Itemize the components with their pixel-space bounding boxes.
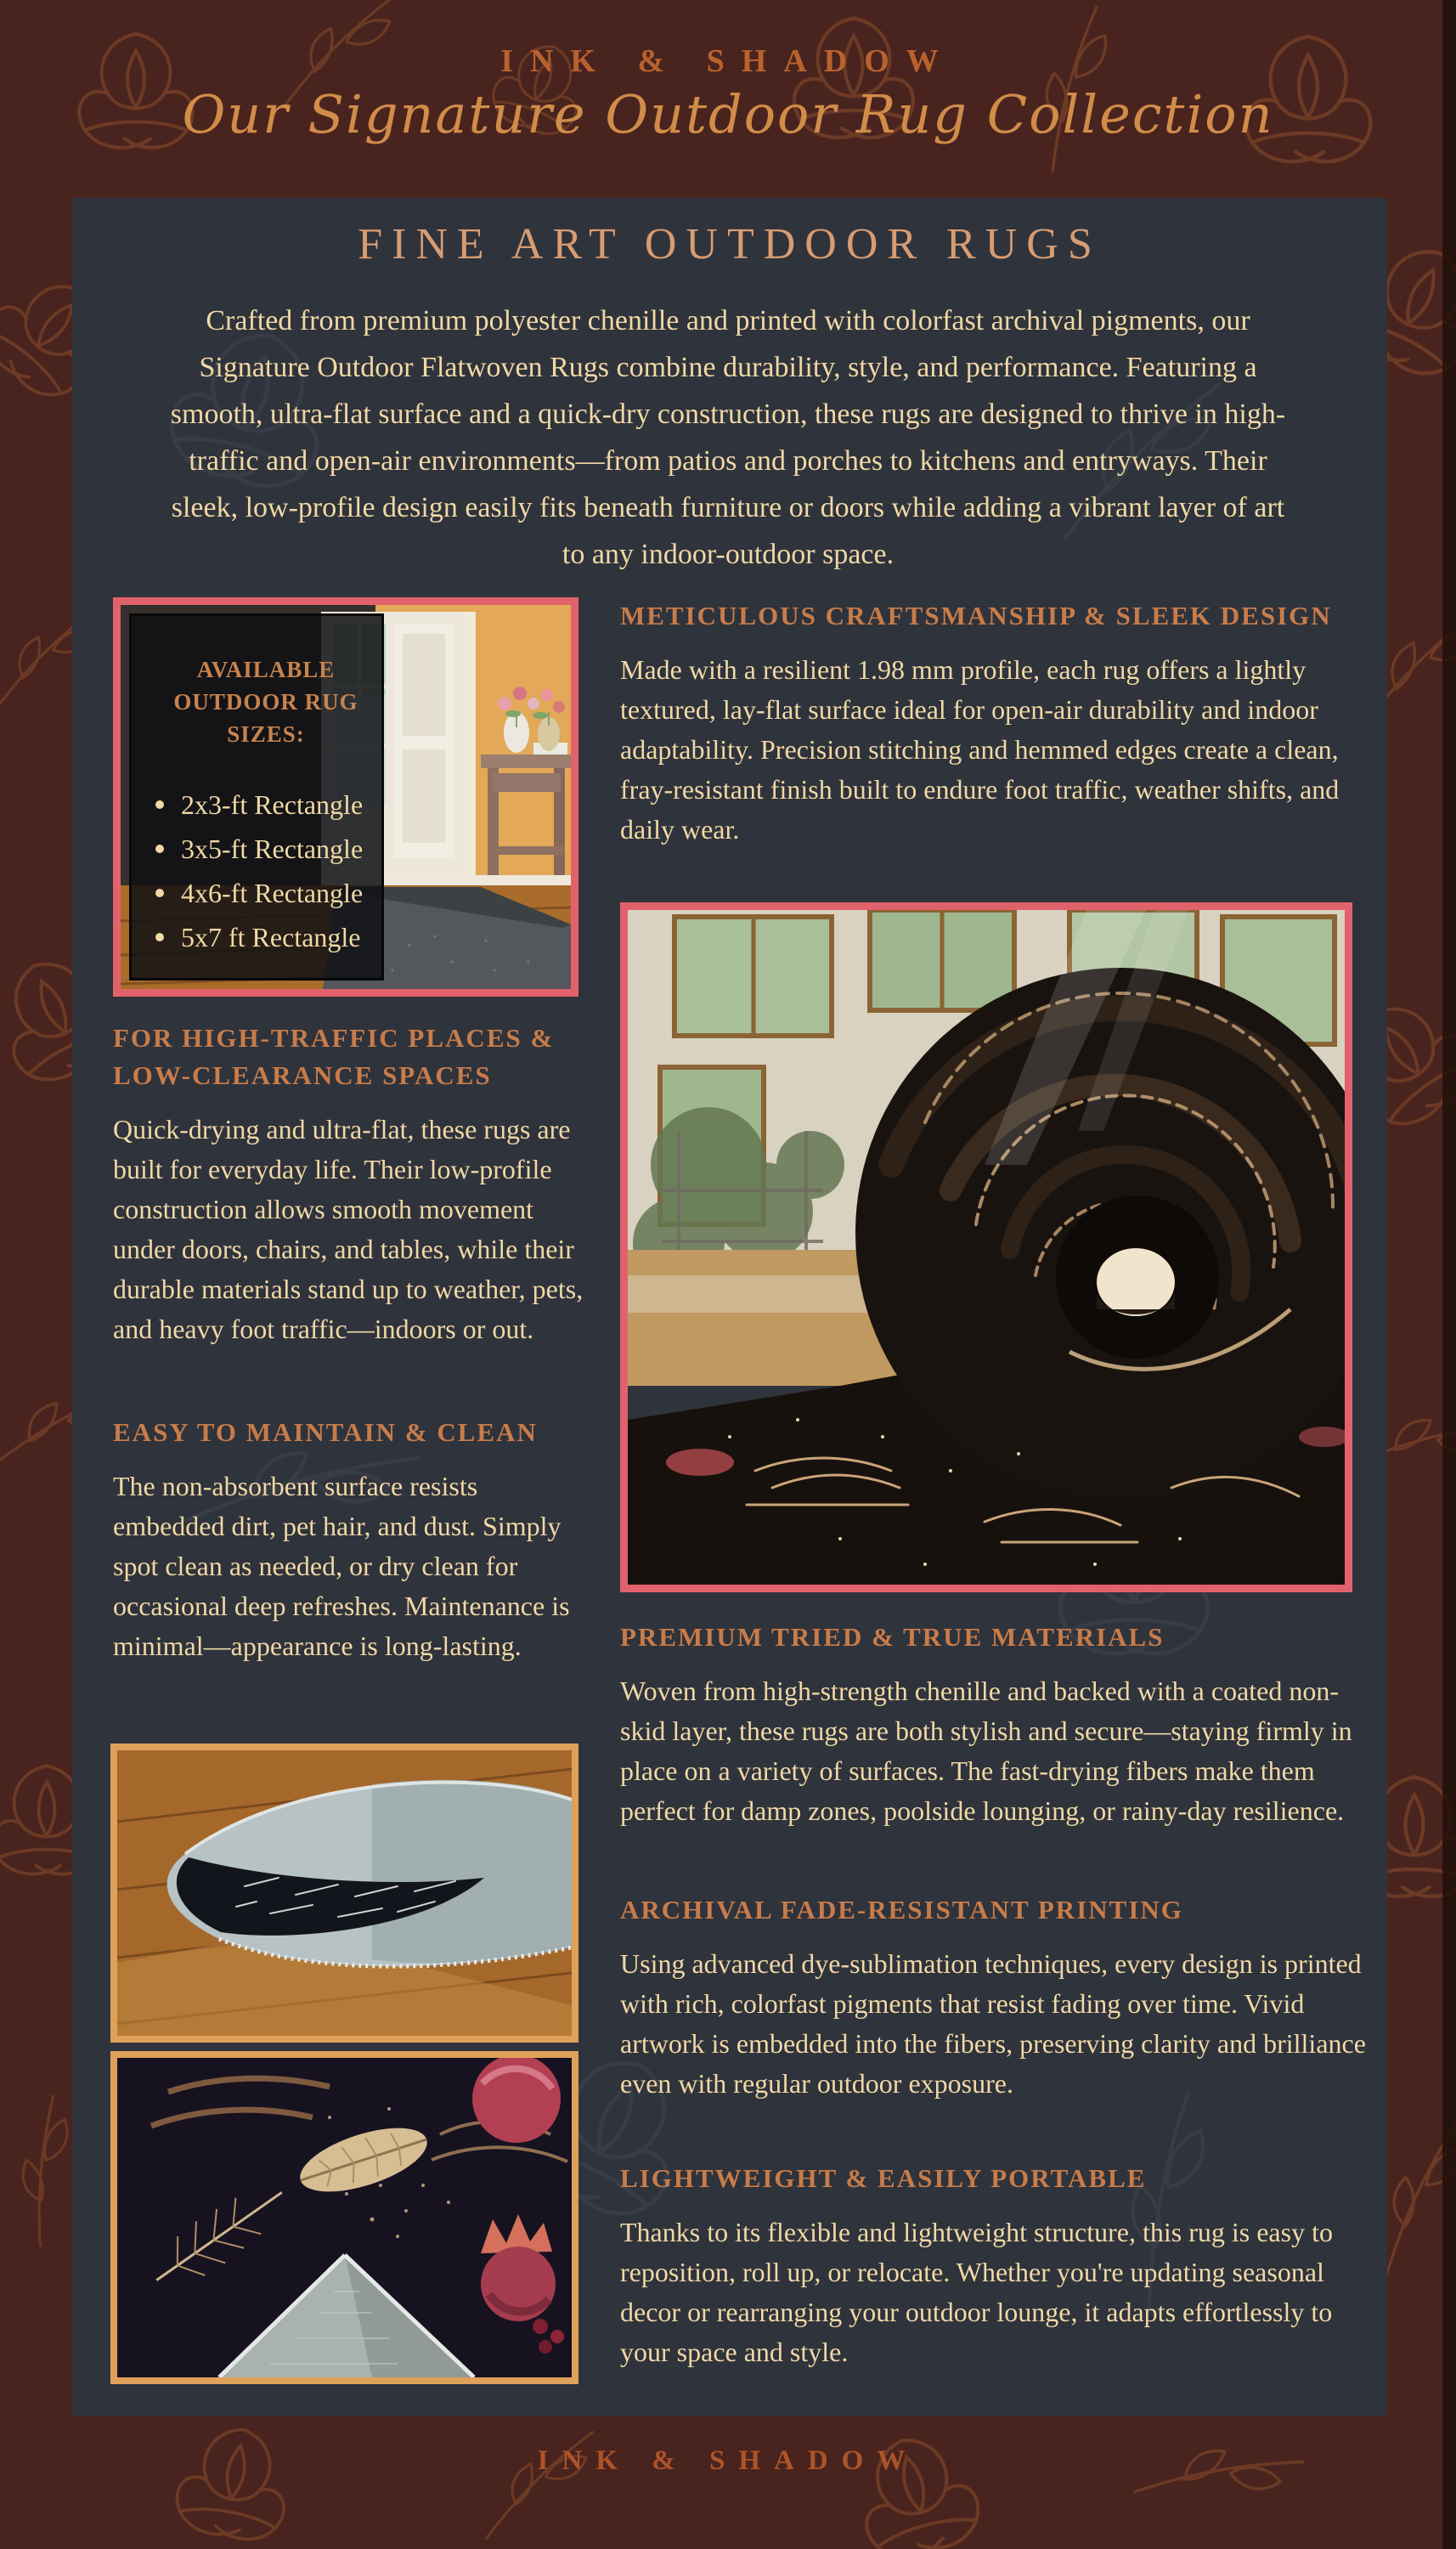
section-portable bbox=[620, 2160, 1368, 2372]
section-body: Thanks to its flexible and lightweight structure, this rug is easy to reposition, roll up, or relocate. Whether you're updating seasonal decor or rearranging your outdoor lounge, it adapts effortlessly to your space and style. bbox=[620, 2217, 1333, 2367]
section-heading: PREMIUM TRIED & TRUE MATERIALS bbox=[620, 1622, 1165, 1652]
brand-tagline: Our Signature Outdoor Rug Collection bbox=[182, 83, 1274, 145]
page-title: FINE ART OUTDOOR RUGS bbox=[358, 220, 1102, 268]
rolled-rug-photo-frame bbox=[620, 902, 1352, 1592]
bullet-dot-icon bbox=[155, 933, 164, 941]
footer-brand: INK & SHADOW bbox=[537, 2445, 919, 2476]
folded-rug-photo-frame bbox=[110, 1744, 578, 2043]
section-body: Quick-drying and ultra-flat, these rugs are built for everyday life. Their low-profile construction allows smooth movement under doors, chairs, and tables, while their durable materials stand up to weather, pets, and heavy foot traffic—indoors or out. bbox=[113, 1114, 584, 1344]
bullet-dot-icon bbox=[155, 800, 164, 809]
right-edge-shadow bbox=[1442, 0, 1456, 2549]
folded-rug-photo bbox=[117, 1750, 572, 2036]
section-heading: LIGHTWEIGHT & EASILY PORTABLE bbox=[620, 2163, 1147, 2193]
sizes-heading: AVAILABLE OUTDOOR RUG SIZES: bbox=[173, 657, 358, 747]
size-item-label: 5x7 ft Rectangle bbox=[181, 922, 361, 952]
size-item bbox=[155, 827, 381, 871]
bullet-dot-icon bbox=[155, 889, 164, 897]
rug-corner-photo bbox=[117, 2058, 572, 2377]
size-item bbox=[155, 783, 381, 827]
section-body: The non-absorbent surface resists embedded dirt, pet hair, and dust. Simply spot clean as needed, or dry clean for occasional deep refreshes. Maintenance is minimal—appearance is long-lasting. bbox=[113, 1471, 570, 1661]
rolled-rug-photo bbox=[628, 910, 1345, 1585]
section-body: Using advanced dye-sublimation techniques, every design is printed with rich, colorfast pigments that resist fading over time. Vivid artwork is embedded into the fibers, preserving clarity and brilliance even with regular outdoor exposure. bbox=[620, 1948, 1366, 2099]
section-body: Made with a resilient 1.98 mm profile, each rug offers a lightly textured, lay-flat surface ideal for open-air durability and indoor adaptability. Precision stitching and hemmed edges create a clean, fray-resistant finish built to endure foot traffic, weather shifts, and daily wear. bbox=[620, 654, 1340, 845]
rug-corner-photo-frame bbox=[110, 2051, 578, 2384]
sizes-photo-frame bbox=[113, 597, 578, 997]
size-item-label: 2x3-ft Rectangle bbox=[181, 789, 364, 820]
size-item-label: 4x6-ft Rectangle bbox=[181, 878, 364, 908]
size-item-label: 3x5-ft Rectangle bbox=[181, 834, 364, 864]
section-printing bbox=[620, 1891, 1368, 2104]
intro-paragraph: Crafted from premium polyester chenille and printed with colorfast archival pigments, our Signature Outdoor Flatwoven Rugs combine durability, style, and performance. Featuring a smooth, ultra-flat surface and a quick-dry construction, these rugs are designed to thrive in high-traffic and open-air environments—from patios and porches to kitchens and entryways. Their sleek, low-profile design easily fits beneath furniture or doors while adding a vibrant layer of art to any indoor-outdoor space. bbox=[170, 305, 1286, 570]
sizes-overlay-panel bbox=[129, 613, 384, 981]
section-heading: EASY TO MAINTAIN & CLEAN bbox=[113, 1417, 538, 1447]
section-high-traffic bbox=[113, 1020, 589, 1349]
bullet-dot-icon bbox=[155, 845, 164, 853]
section-craftsmanship bbox=[620, 597, 1368, 850]
section-body: Woven from high-strength chenille and backed with a coated non-skid layer, these rugs are both stylish and secure—staying firmly in place on a variety of surfaces. The fast-drying fibers make them perfect for damp zones, poolside lounging, or rainy-day resilience. bbox=[620, 1676, 1352, 1826]
size-item bbox=[155, 915, 381, 959]
section-materials bbox=[620, 1619, 1368, 1831]
size-item bbox=[155, 871, 381, 915]
sizes-list bbox=[150, 783, 381, 959]
section-heading: ARCHIVAL FADE-RESISTANT PRINTING bbox=[620, 1895, 1183, 1924]
section-heading: FOR HIGH-TRAFFIC PLACES & LOW-CLEARANCE SPACES bbox=[113, 1023, 555, 1090]
brand-name: INK & SHADOW bbox=[500, 43, 956, 79]
section-heading: METICULOUS CRAFTSMANSHIP & SLEEK DESIGN bbox=[620, 601, 1332, 630]
section-maintain bbox=[113, 1414, 589, 1666]
